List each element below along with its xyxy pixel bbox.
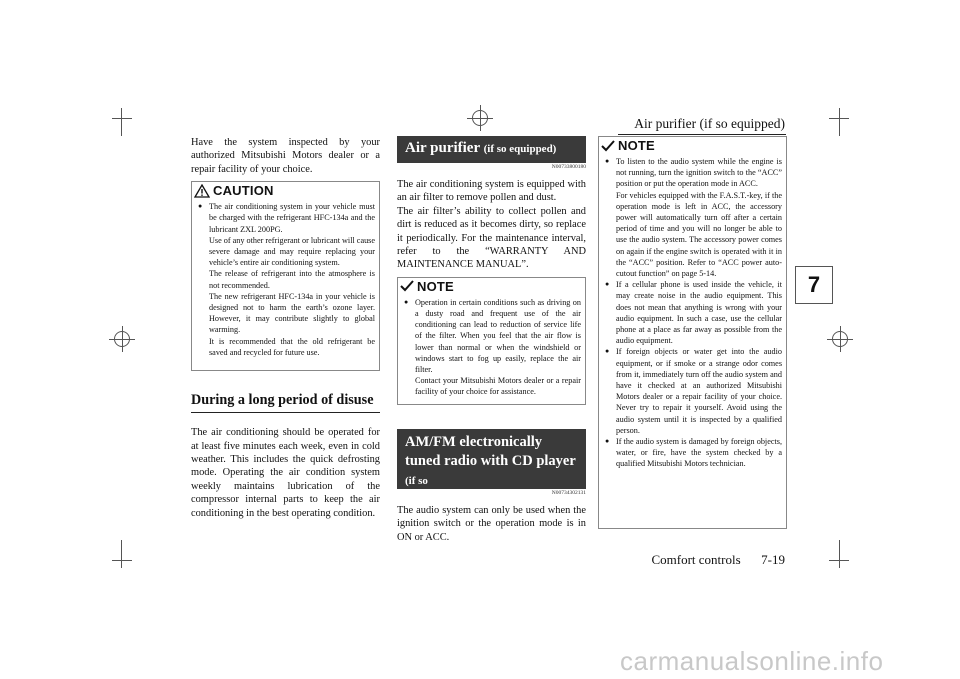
watermark: carmanualsonline.info bbox=[620, 646, 884, 676]
crop-mark bbox=[839, 108, 840, 136]
column-left bbox=[191, 136, 380, 520]
crop-mark bbox=[121, 540, 122, 568]
column-middle bbox=[397, 136, 586, 544]
list-item: ● If foreign objects or water get into the audio equipment, or if smoke or a strange odor comes from it, immediately turn off the audio system and have it checked at an authorized Mitsubishi Motors dealer or a repair facility of your choice. Never try to repair it yourself. Avoid using the audio system until it is inspected by a qualified person. bbox=[616, 346, 782, 436]
crop-mark bbox=[829, 560, 849, 561]
note-checkmark-icon bbox=[400, 280, 414, 292]
crop-mark bbox=[112, 118, 132, 119]
crop-mark bbox=[112, 560, 132, 561]
registration-mark-icon bbox=[472, 110, 488, 126]
list-item: ● To listen to the audio system while the engine is not running, turn the ignition switch to the “ACC” position or put the operation mode in ACC. For vehicles equipped with the F.A.S.T.-key, if the operation mode is left in ACC, the accessory power will automatically turn off after a certain period of time and you will no longer be able to use the audio system. The accessory power comes on again if the engine switch is operated with it in the “ACC” position. Refer to “ACC power auto-cutout function” on page 5-14. bbox=[616, 156, 782, 279]
note-label: NOTE bbox=[599, 137, 786, 154]
footer-section: Comfort controls bbox=[651, 552, 741, 567]
crop-mark bbox=[839, 540, 840, 568]
note-checkmark-icon bbox=[601, 140, 615, 152]
warning-triangle-icon bbox=[194, 184, 210, 198]
section-title-radio: AM/FM electronically tuned radio with CD player (if so equipped) bbox=[397, 429, 586, 489]
page-header-title: Air purifier (if so equipped) bbox=[634, 116, 785, 131]
note-box bbox=[397, 277, 586, 405]
column-right bbox=[598, 136, 787, 529]
reference-code: N00734302131 bbox=[551, 489, 586, 496]
caution-box bbox=[191, 181, 380, 371]
note-list bbox=[398, 297, 585, 398]
section-title-air-purifier: Air purifier (if so equipped) bbox=[397, 136, 586, 163]
section-heading-disuse: During a long period of disuse bbox=[191, 392, 380, 413]
intro-paragraph: Have the system inspected by your authorized Mitsubishi Motors dealer or a repair facility of your choice. bbox=[191, 137, 380, 175]
page-footer bbox=[620, 552, 785, 568]
registration-mark-icon bbox=[114, 331, 130, 347]
air-purifier-paragraph-1: The air conditioning system is equipped with an air filter to remove pollen and dust. bbox=[397, 179, 586, 204]
note-box bbox=[598, 136, 787, 529]
air-purifier-paragraph-2: The air filter’s ability to collect pollen and dirt is reduced as it becomes dirty, so replace it periodically. For the maintenance interval, refer to the “WARRANTY AND MAINTENANCE MANUAL”. bbox=[397, 205, 586, 271]
caution-list bbox=[192, 201, 379, 358]
list-item: ● If a cellular phone is used inside the vehicle, it may create noise in the audio equipment. This does not mean that anything is wrong with your audio equipment. In such a case, use the cellular phone at a place as far away as possible from the audio equipment. bbox=[616, 279, 782, 346]
chapter-tab: 7 bbox=[795, 266, 833, 304]
radio-paragraph: The audio system can only be used when the ignition switch or the operation mode is in ON or ACC. bbox=[397, 504, 586, 543]
note-label: NOTE bbox=[398, 278, 585, 295]
list-item: ● The air conditioning system in your vehicle must be charged with the refrigerant HFC-134a and the lubricant ZXL 200PG. Use of any other refrigerant or lubricant will cause severe damage and may require replacing your vehicle’s entire air conditioning system. The release of refrigerant into the atmosphere is not recommended. The new refrigerant HFC-134a in your vehicle is designed not to harm the earth’s ozone layer. However, it may contribute slightly to global warming. It is recommended that the old refrigerant be saved and recycled for future use. bbox=[209, 201, 375, 358]
reference-code: N00733800180 bbox=[551, 164, 586, 170]
registration-mark-icon bbox=[832, 331, 848, 347]
disuse-paragraph: The air conditioning should be operated for at least five minutes each week, even in cold weather. This includes the quick defrosting mode. Operating the air condition system weekly maintains lubrication of the compressor internal parts to keep the air conditioning in the best operating condition. bbox=[191, 427, 380, 519]
list-item: ● If the audio system is damaged by foreign objects, water, or fire, have the system checked by a qualified Mitsubishi Motors technician. bbox=[616, 436, 782, 470]
page-number: 7-19 bbox=[761, 552, 785, 567]
crop-mark bbox=[121, 108, 122, 136]
list-item: ● Operation in certain conditions such as driving on a dusty road and frequent use of the air conditioning can lead to reduction of service life of the filter. When you feel that the air flow is lower than normal or when the windshield or windows start to fog up easily, replace the air filter. Contact your Mitsubishi Motors dealer or a repair facility of your choice for assistance. bbox=[415, 297, 581, 398]
header-rule bbox=[618, 134, 786, 135]
crop-mark bbox=[829, 118, 849, 119]
note-list bbox=[599, 156, 786, 470]
caution-label: CAUTION bbox=[192, 182, 379, 199]
